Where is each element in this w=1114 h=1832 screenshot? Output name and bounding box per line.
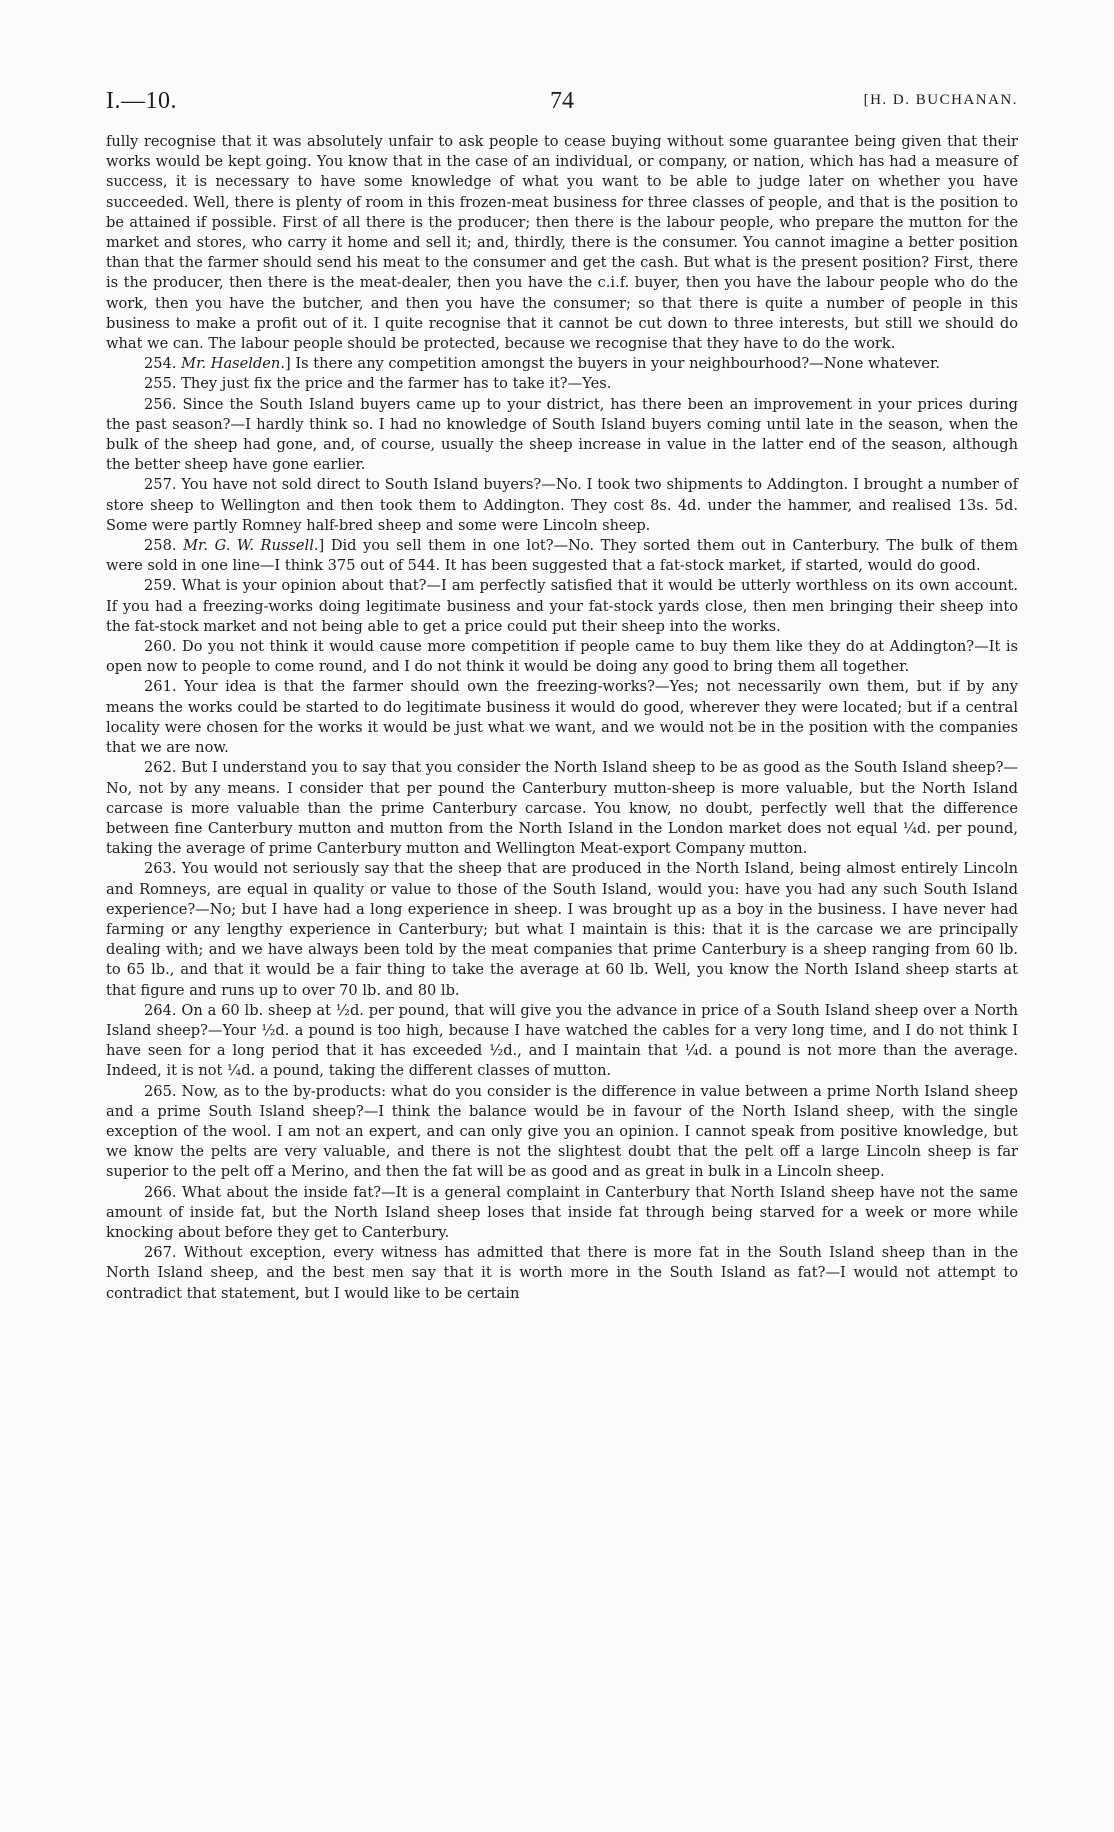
- page-number: 74: [550, 88, 574, 114]
- question-number: 262.: [144, 759, 177, 777]
- testimony-paragraph: [106, 1183, 1018, 1244]
- document-body: [106, 132, 1018, 1304]
- testimony-paragraph: [106, 1082, 1018, 1183]
- question-number: 261.: [144, 678, 177, 696]
- paragraph-text: Do you not think it would cause more competition if people came to buy them like they do at Addington?—It is open now to people to come round, and I do not think it would be doing any good to bring them all together.: [106, 638, 1018, 676]
- question-number: 256.: [144, 395, 177, 413]
- testimony-paragraph: [106, 576, 1018, 637]
- paragraph-text: Did you sell them in one lot?—No. They sorted them out in Canterbury. The bulk of them were sold in one line—I think 375 out of 544. It has been suggested that a fat-stock market, if started, would do good.: [106, 537, 1018, 575]
- paragraph-text: You have not sold direct to South Island buyers?—No. I took two shipments to Addington. I brought a number of store sheep to Wellington and then took them to Addington. They cost 8s. 4d. under the hammer, and realised 13s. 5d. Some were partly Romney half-bred sheep and some were Lincoln sheep.: [106, 476, 1018, 534]
- speaker-bracket: ]: [284, 355, 291, 373]
- testimony-paragraph: [106, 354, 1018, 374]
- paragraph-text: You would not seriously say that the sheep that are produced in the North Island, being almost entirely Lincoln and Romneys, are equal in quality or value to those of the South Island, would you: have you had any such South Island experience?—No; but I have had a long experience in sheep. I was brought up as a boy in the business. I have never had farming or any lengthy experience in Canterbury; but what I maintain is this: that it is the carcase we are principally dealing with; and we have always been told by the meat companies that prime Canterbury is a sheep ranging from 60 lb. to 65 lb., and that it would be a fair thing to take the average at 60 lb. Well, you know the North Island sheep starts at that figure and runs up to over 70 lb. and 80 lb.: [106, 860, 1018, 999]
- testimony-paragraph: [106, 1243, 1018, 1304]
- paragraph-text: fully recognise that it was absolutely unfair to ask people to cease buying without some guarantee being given that their works would be kept going. You know that in the case of an individual, or company, or nation, which has had a measure of success, it is necessary to have some knowledge of what you want to be able to judge later on whether you have succeeded. Well, there is plenty of room in this frozen-meat business for three classes of people, and that is the position to be attained if possible. First of all there is the producer; then there is the labour people, who prepare the mutton for the market and stores, who carry it home and sell it; and, thirdly, there is the consumer. You cannot imagine a better position than that the farmer should send his meat to the consumer and get the cash. But what is the present position? First, there is the producer, then there is the meat-dealer, then you have the c.i.f. buyer, then you have the labour people who do the work, then you have the butcher, and then you have the consumer; so that there is quite a number of people in this business to make a profit out of it. I quite recognise that it cannot be cut down to three interests, but still we should do what we can. The labour people should be protected, because we recognise that they have to do the work.: [106, 133, 1018, 353]
- paragraph-text: Since the South Island buyers came up to your district, has there been an improvement in your prices during the past season?—I hardly think so. I had no knowledge of South Island buyers coming until late in the season, when the bulk of the sheep had gone, and, of course, usually the sheep increase in value in the latter end of the season, although the better sheep have gone earlier.: [106, 395, 1018, 474]
- question-number: 263.: [144, 860, 177, 878]
- testimony-paragraph: [106, 132, 1018, 354]
- paper-reference: I.—10.: [106, 88, 177, 114]
- question-number: 257.: [144, 476, 177, 494]
- question-number: 260.: [144, 638, 177, 656]
- testimony-paragraph: [106, 637, 1018, 677]
- speaker-bracket: ]: [318, 537, 325, 555]
- witness-name: [H. D. BUCHANAN.: [863, 92, 1018, 108]
- paragraph-text: Is there any competition amongst the buyers in your neighbourhood?—None whatever.: [295, 355, 940, 373]
- paragraph-text: Without exception, every witness has admitted that there is more fat in the South Island sheep than in the North Island sheep, and the best men say that it is worth more in the South Island as fat?—I would not attempt to contradict that statement, but I would like to be certain: [106, 1244, 1018, 1302]
- testimony-paragraph: [106, 395, 1018, 476]
- paragraph-text: What about the inside fat?—It is a general complaint in Canterbury that North Island sheep have not the same amount of inside fat, but the North Island sheep loses that inside fat through being starved for a week or more while knocking about before they get to Canterbury.: [106, 1183, 1019, 1241]
- question-number: 265.: [144, 1082, 177, 1100]
- paragraph-text: On a 60 lb. sheep at ½d. per pound, that will give you the advance in price of a South Island sheep over a North Island sheep?—Your ½d. a pound is too high, because I have watched the cables for a very long time, and I do not think I have seen for a long period that it has exceeded ½d., and I maintain that ¼d. a pound is not more than the average. Indeed, it is not ¼d. a pound, taking the different classes of mutton.: [106, 1001, 1019, 1080]
- question-number: 254.: [144, 355, 177, 373]
- paragraph-text: Now, as to the by-products: what do you consider is the difference in value between a prime North Island sheep and a prime South Island sheep?—I think the balance would be in favour of the North Island sheep, with the single exception of the wool. I am not an expert, and can only give you an opinion. I cannot speak from positive knowledge, but we know the pelts are very valuable, and there is not the slightest doubt that the pelt off a large Lincoln sheep is far superior to the pelt off a Merino, and then the fat will be as good and as great in bulk in a Lincoln sheep.: [106, 1082, 1018, 1181]
- question-number: 267.: [144, 1244, 177, 1262]
- question-number: 255.: [144, 375, 177, 393]
- speaker-name: Mr. Haselden.: [181, 355, 285, 373]
- testimony-paragraph: [106, 475, 1018, 536]
- testimony-paragraph: [106, 536, 1018, 576]
- testimony-paragraph: [106, 374, 1018, 394]
- paragraph-text: But I understand you to say that you consider the North Island sheep to be as good as the South Island sheep?—No, not by any means. I consider that per pound the Canterbury mutton-sheep is more valuable, but the North Island carcase is more valuable than the prime Canterbury carcase. You know, no doubt, perfectly well that the difference between fine Canterbury mutton and mutton from the North Island in the London market does not equal ¼d. per pound, taking the average of prime Canterbury mutton and Wellington Meat-export Company mutton.: [106, 759, 1019, 858]
- page-header: [106, 88, 1018, 132]
- question-number: 258.: [144, 537, 177, 555]
- testimony-paragraph: [106, 1001, 1018, 1082]
- testimony-paragraph: [106, 677, 1018, 758]
- question-number: 266.: [144, 1183, 177, 1201]
- question-number: 264.: [144, 1001, 177, 1019]
- question-number: 259.: [144, 577, 177, 595]
- paragraph-text: Your idea is that the farmer should own the freezing-works?—Yes; not necessarily own them, but if by any means the works could be started to do legitimate business it would do good, wherever they were located; but if a central locality were chosen for the works it would be just what we want, and we would not be in the position with the companies that we are now.: [106, 678, 1018, 757]
- paragraph-text: What is your opinion about that?—I am perfectly satisfied that it would be utterly worthless on its own account. If you had a freezing-works doing legitimate business and your fat-stock yards close, then men bringing their sheep into the fat-stock market and not being able to get a price could put their sheep into the works.: [106, 577, 1018, 635]
- testimony-paragraph: [106, 758, 1018, 859]
- testimony-paragraph: [106, 859, 1018, 1000]
- speaker-name: Mr. G. W. Russell.: [183, 537, 319, 555]
- paragraph-text: They just fix the price and the farmer has to take it?—Yes.: [181, 375, 612, 393]
